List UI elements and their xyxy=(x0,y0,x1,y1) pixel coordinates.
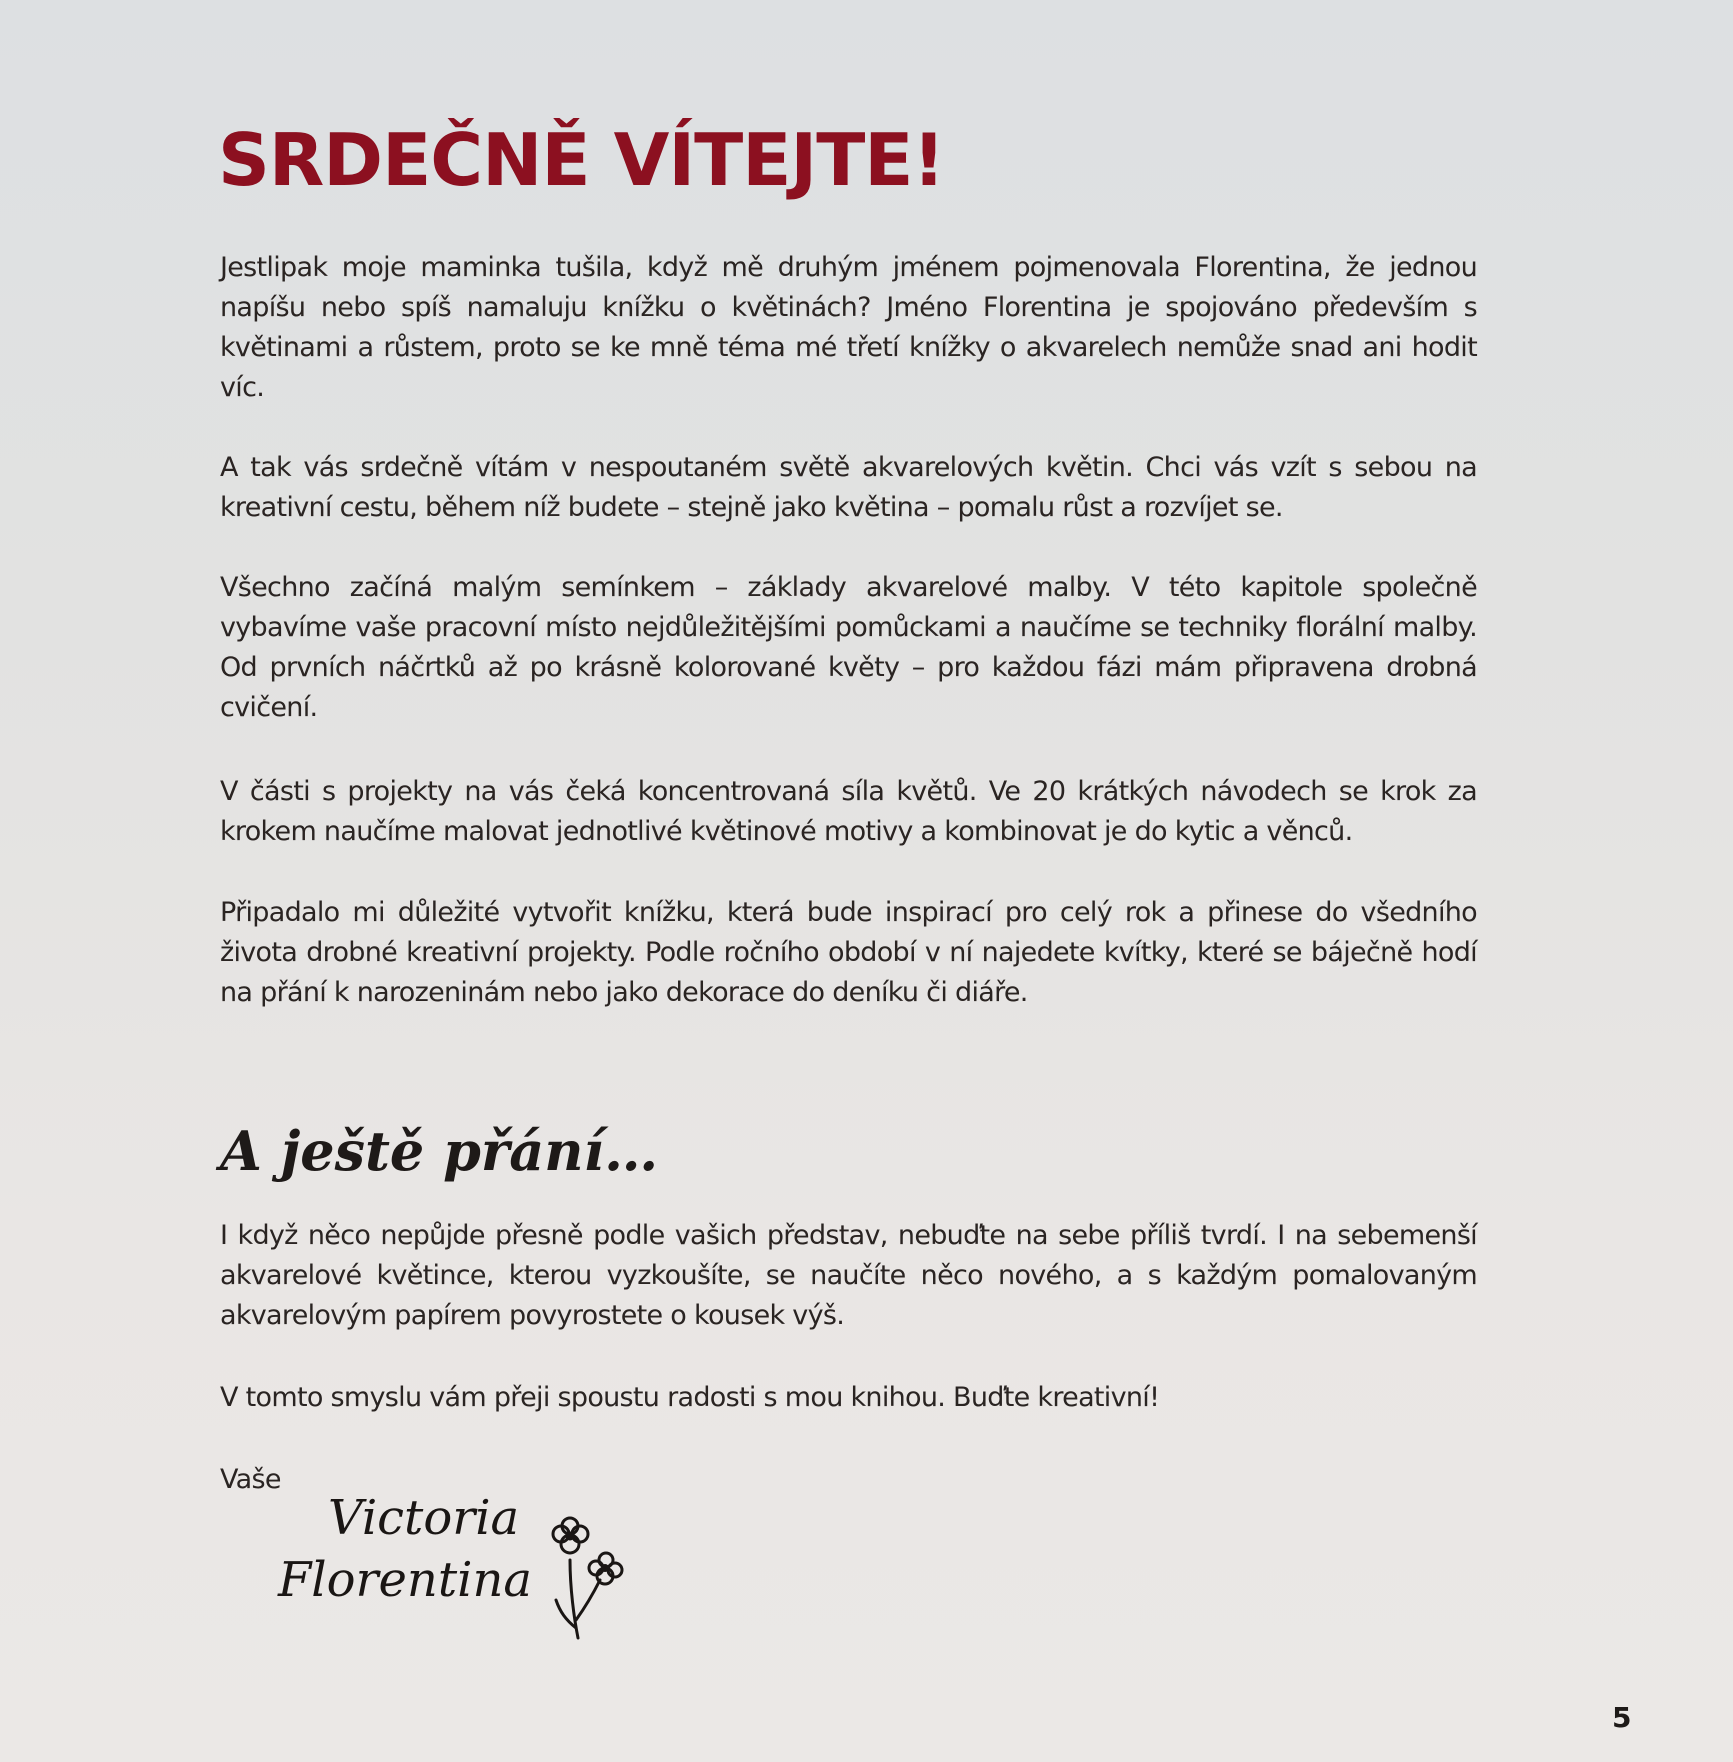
intro-paragraph-4: V části s projekty na vás čeká koncentrovaná síla květů. Ve 20 krátkých návodech se krok za krokem naučíme malovat jednotlivé květinové motivy a kombinovat je do kytic a věnců. xyxy=(220,776,1477,847)
page-title: SRDEČNĚ VÍTEJTE! xyxy=(218,118,945,202)
intro-paragraph-2: A tak vás srdečně vítám v nespoutaném světě akvarelových květin. Chci vás vzít s sebou na kreativní cestu, během níž budete – stejně jako květina – pomalu růst a rozvíjet se. xyxy=(220,452,1477,523)
page-number: 5 xyxy=(1612,1701,1632,1734)
closing-sentence: V tomto smyslu vám přeji spoustu radosti s mou knihou. Buďte kreativní! xyxy=(220,1382,1160,1413)
signature-last-name: Florentina xyxy=(278,1552,532,1608)
intro-paragraph-1: Jestlipak moje maminka tušila, když mě druhým jménem pojmenovala Florentina, že jednou napíšu nebo spíš namaluju knížku o květinách? Jméno Florentina je spojováno především s květinami a růstem, proto se ke mně téma mé třetí knížky o akvarelech nemůže snad ani hodit víc. xyxy=(220,252,1477,403)
salutation: Vaše xyxy=(220,1464,281,1495)
wish-heading: A ještě přání… xyxy=(220,1119,659,1183)
intro-paragraph-5: Připadalo mi důležité vytvořit knížku, která bude inspirací pro celý rok a přinese do všedního života drobné kreativní projekty. Podle ročního období v ní najedete kvítky, které se báječně hodí na přání k narozeninám nebo jako dekorace do deníku či diáře. xyxy=(220,897,1477,1008)
signature-first-name: Victoria xyxy=(328,1490,520,1546)
intro-paragraph-3: Všechno začíná malým semínkem – základy akvarelové malby. V této kapitole společně vybavíme vaše pracovní místo nejdůležitějšími pomůckami a naučíme se techniky florální malby. Od prvních náčrtků až po krásně kolorované květy – pro každou fázi mám připravena drobná cvičení. xyxy=(220,572,1477,723)
wish-paragraph: I když něco nepůjde přesně podle vašich představ, nebuďte na sebe příliš tvrdí. I na sebemenší akvarelové květince, kterou vyzkoušíte, se naučíte něco nového, a s každým pomalovaným akvarelovým papírem povyrostete o kousek výš. xyxy=(220,1220,1477,1331)
handwritten-signature xyxy=(270,1488,630,1648)
flower-doodle-icon xyxy=(553,1518,622,1638)
